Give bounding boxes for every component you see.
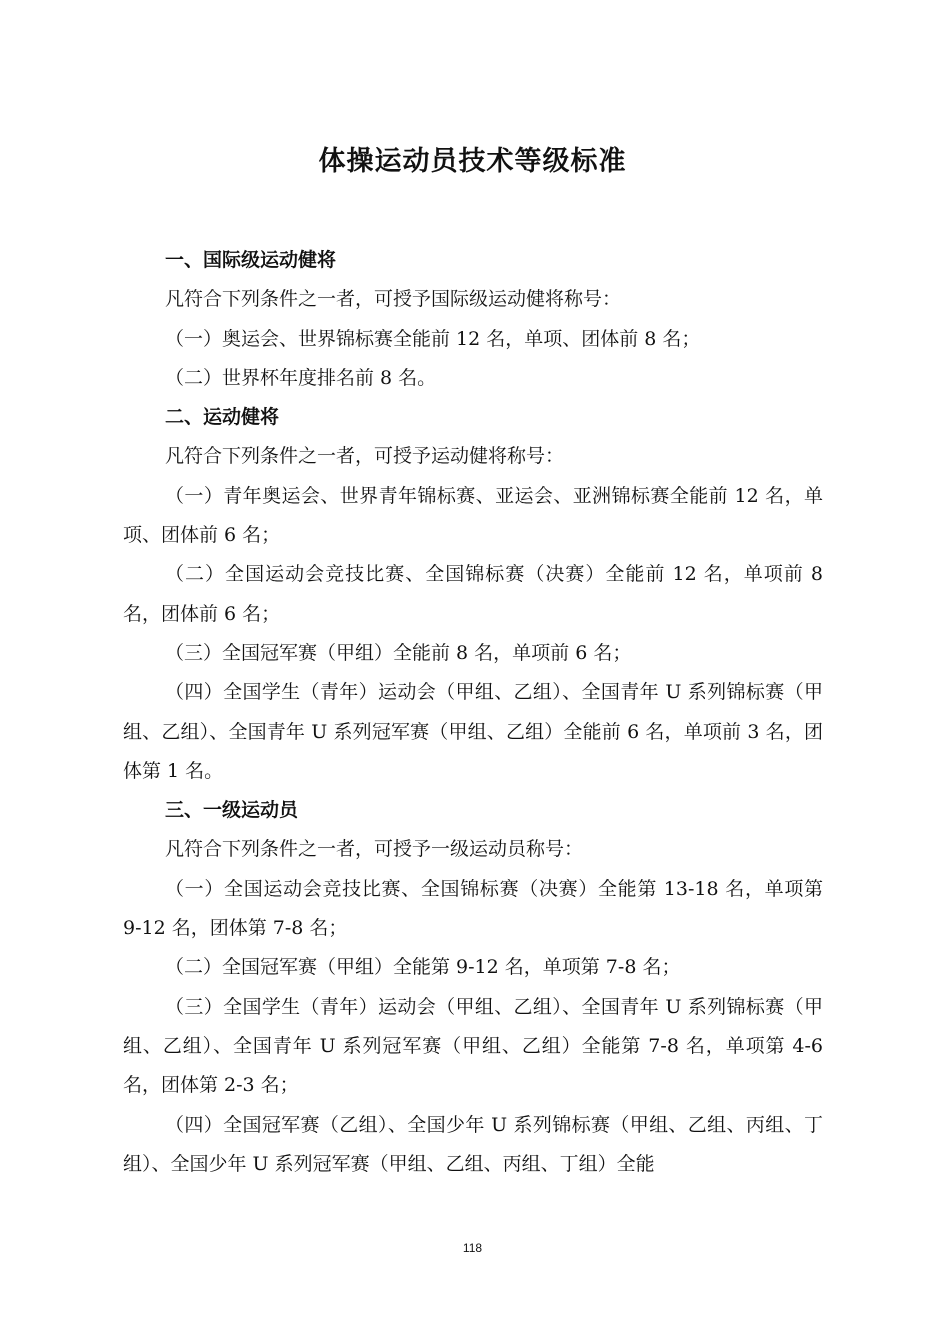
page-title: 体操运动员技术等级标准 [318,146,627,177]
paragraph: （三）全国冠军赛（甲组）全能前 8 名，单项前 6 名； [165,641,632,664]
paragraph: （一）全国运动会竞技比赛、全国锦标赛（决赛）全能第 13-18 名，单项第 9-12 名，团体第 7-8 名； [123,877,823,940]
paragraph: （二）世界杯年度排名前 8 名。 [165,366,437,389]
paragraph: （二）全国运动会竞技比赛、全国锦标赛（决赛）全能前 12 名，单项前 8 名，团体前 6 名； [123,563,823,625]
paragraph: （一）青年奥运会、世界青年锦标赛、亚运会、亚洲锦标赛全能前 12 名，单项、团体前 6 名； [123,484,823,547]
page-number: 118 [462,1241,483,1255]
paragraph: （三）全国学生（青年）运动会（甲组、乙组）、全国青年 U 系列锦标赛（甲组、乙组）、全国青年 U 系列冠军赛（甲组、乙组）全能第 7-8 名，单项第 4-6 名，团体第 2-3 名； [123,995,823,1097]
paragraph: 凡符合下列条件之一者，可授予国际级运动健将称号： [165,288,622,311]
paragraph: （四）全国冠军赛（乙组）、全国少年 U 系列锦标赛（甲组、乙组、丙组、丁组）、全国少年 U 系列冠军赛（甲组、乙组、丙组、丁组）全能 [123,1113,823,1175]
section-heading: 一、国际级运动健将 [165,249,337,271]
paragraph: 凡符合下列条件之一者，可授予运动健将称号： [165,445,565,468]
section-heading: 三、一级运动员 [165,799,299,822]
document-body [123,241,823,1184]
paragraph: （四）全国学生（青年）运动会（甲组、乙组）、全国青年 U 系列锦标赛（甲组、乙组）、全国青年 U 系列冠军赛（甲组、乙组）全能前 6 名，单项前 3 名，团体第 1 名。 [123,681,823,782]
paragraph: （二）全国冠军赛（甲组）全能第 9-12 名，单项第 7-8 名； [165,956,681,979]
paragraph: （一）奥运会、世界锦标赛全能前 12 名，单项、团体前 8 名； [165,327,701,350]
section-heading: 二、运动健将 [165,406,280,429]
paragraph: 凡符合下列条件之一者，可授予一级运动员称号： [165,838,584,861]
